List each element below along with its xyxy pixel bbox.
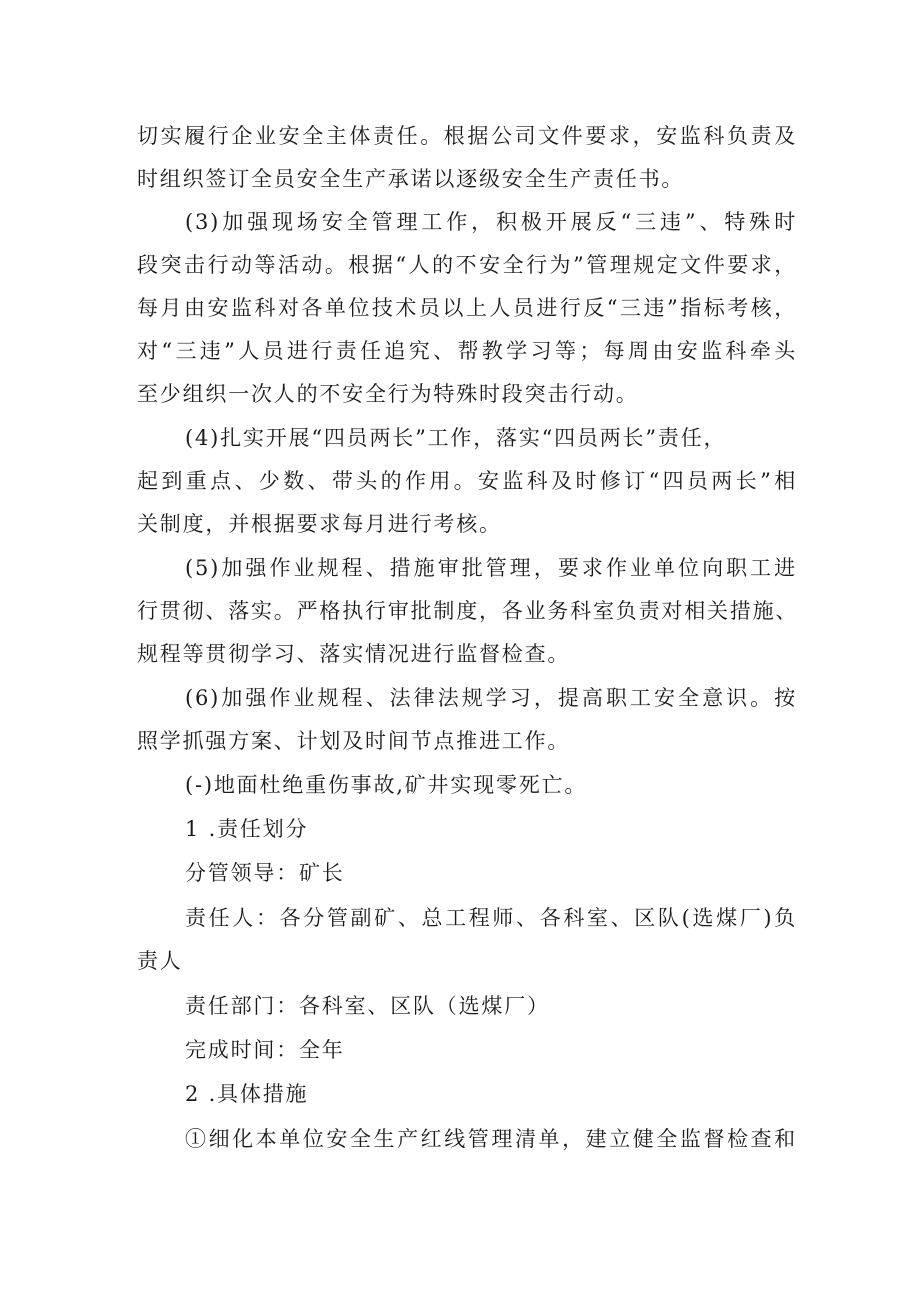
subsection-heading: 1 .责任划分 (185, 817, 309, 841)
paragraph-line: (5)加强作业规程、措施审批管理，要求作业单位向职工进 (185, 556, 797, 580)
paragraph-line: 每月由安监科对各单位技术员以上人员进行反“三违”指标考核， (137, 296, 797, 320)
paragraph-line: 完成时间：全年 (185, 1038, 345, 1062)
subsection-heading: 2 .具体措施 (185, 1082, 309, 1106)
paragraph-line: 关制度，并根据要求每月进行考核。 (137, 512, 502, 536)
paragraph-line: 时组织签订全员安全生产承诺以逐级安全生产责任书。 (137, 167, 685, 191)
paragraph-line: 责任人：各分管副矿、总工程师、各科室、区队(选煤厂)负 (185, 906, 797, 930)
paragraph-line: 责人 (137, 949, 183, 973)
paragraph-line: 至少组织一次人的不安全行为特殊时段突击行动。 (137, 382, 639, 406)
paragraph-line: (6)加强作业规程、法律法规学习，提高职工安全意识。按 (185, 686, 797, 710)
paragraph-line: 切实履行企业安全主体责任。根据公司文件要求，安监科负责及 (137, 124, 797, 148)
paragraph-line: 照学抓强方案、计划及时间节点推进工作。 (137, 729, 571, 753)
paragraph-line: 起到重点、少数、带头的作用。安监科及时修订“四员两长”相 (137, 469, 797, 493)
paragraph-line: 段突击行动等活动。根据“人的不安全行为”管理规定文件要求， (137, 253, 797, 277)
paragraph-line: 行贯彻、落实。严格执行审批制度，各业务科室负责对相关措施、 (137, 599, 799, 623)
paragraph-line: 分管领导：矿长 (185, 861, 345, 885)
paragraph-line: 规程等贯彻学习、落实情况进行监督检查。 (137, 642, 571, 666)
paragraph-line: 责任部门：各科室、区队（选煤厂） (185, 994, 550, 1018)
paragraph-line: ①细化本单位安全生产红线管理清单，建立健全监督检查和 (185, 1127, 797, 1151)
section-heading: (-)地面杜绝重伤事故,矿井实现零死亡。 (185, 773, 588, 797)
paragraph-line: (4)扎实开展“四员两长”工作，落实“四员两长”责任， (185, 426, 727, 450)
paragraph-line: (3)加强现场安全管理工作，积极开展反“三违”、特殊时 (185, 210, 797, 234)
paragraph-line: 对“三违”人员进行责任追究、帮教学习等；每周由安监科牵头 (137, 339, 797, 363)
